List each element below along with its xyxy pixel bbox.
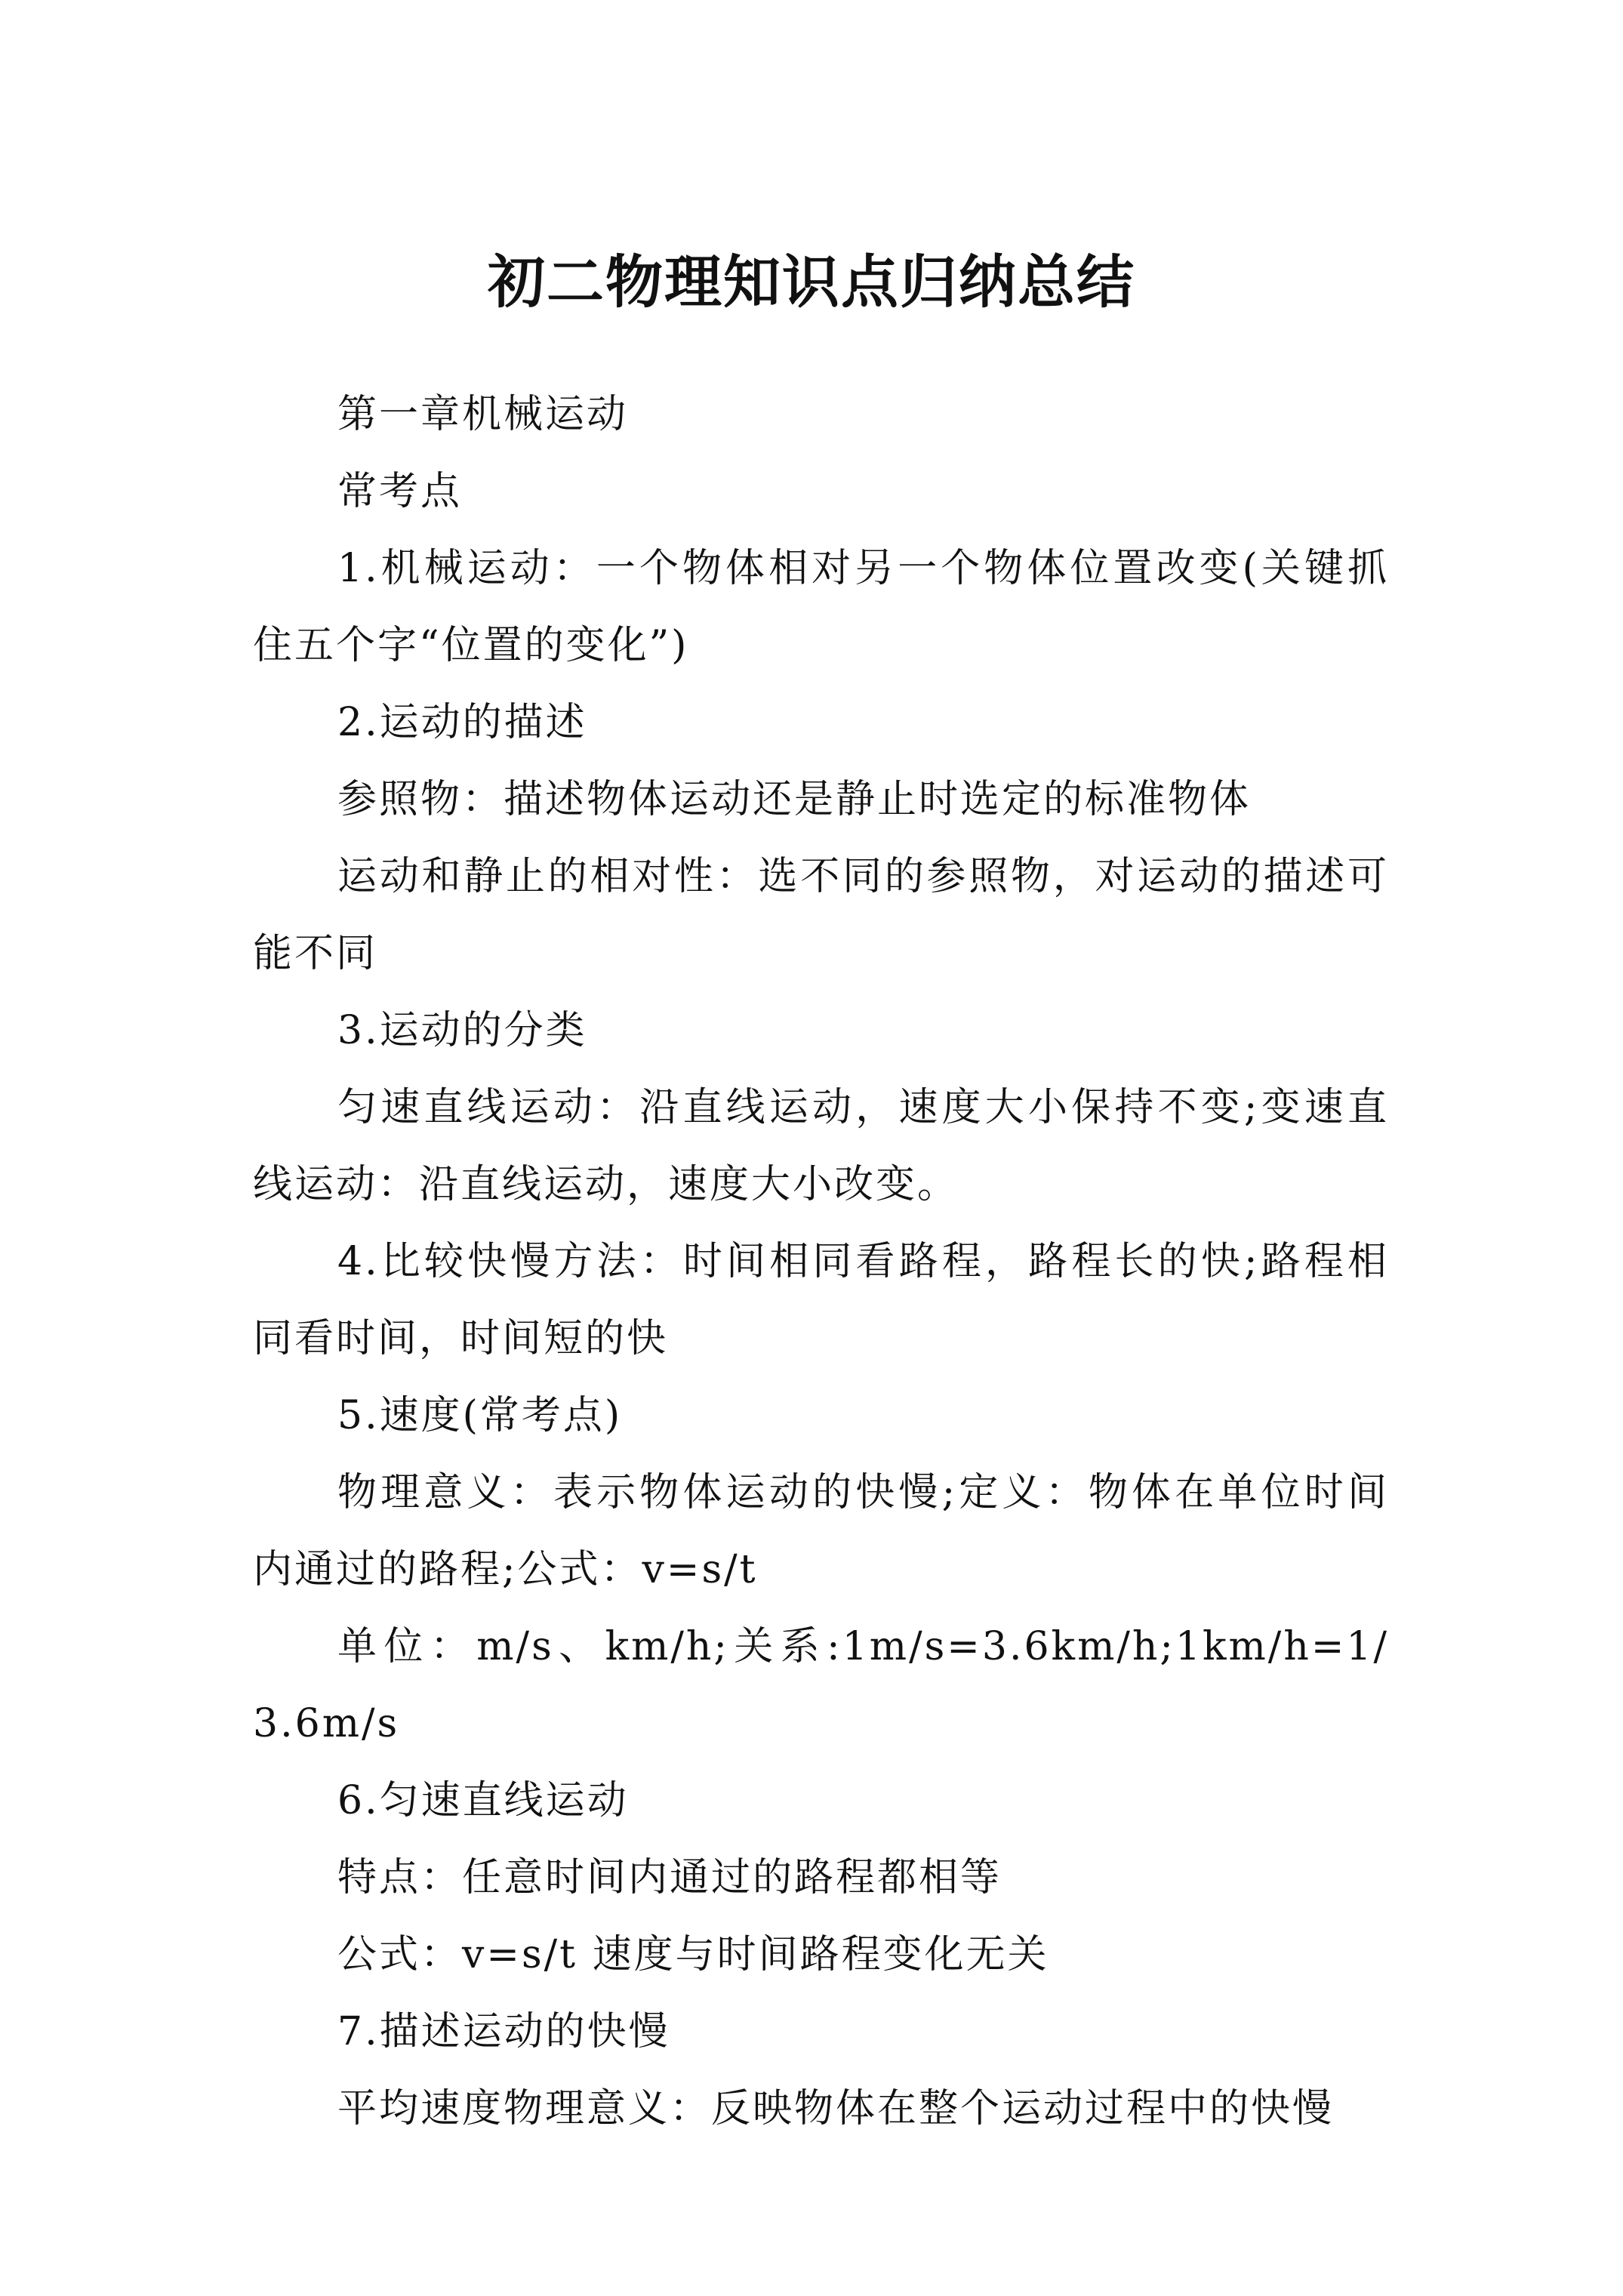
document-title: 初二物理知识点归纳总结 [488,248,1135,316]
paragraph: 物理意义：表示物体运动的快慢;定义：物体在单位时间内通过的路程;公式：v=s/t [253,1470,1389,1592]
paragraph: 1.机械运动：一个物体相对另一个物体位置改变(关键抓住五个字“位置的变化”) [253,546,1389,668]
paragraph: 公式：v=s/t 速度与时间路程变化无关 [337,1932,1049,1977]
paragraph: 4.比较快慢方法：时间相同看路程，路程长的快;路程相同看时间，时间短的快 [253,1239,1389,1361]
section-heading: 6.匀速直线运动 [337,1778,629,1823]
paragraph: 匀速直线运动：沿直线运动，速度大小保持不变;变速直线运动：沿直线运动，速度大小改变。 [253,1085,1389,1207]
paragraph: 特点：任意时间内通过的路程都相等 [337,1855,1002,1900]
paragraph: 单位：m/s、km/h;关系:1m/s=3.6km/h;1km/h=1/3.6m/s [253,1624,1389,1746]
section-heading: 5.速度(常考点) [337,1393,623,1438]
section-heading: 常考点 [337,469,463,514]
paragraph: 平均速度物理意义：反映物体在整个运动过程中的快慢 [337,2086,1335,2131]
section-heading: 2.运动的描述 [337,700,587,745]
paragraph: 参照物：描述物体运动还是静止时选定的标准物体 [337,777,1252,822]
chapter-heading: 第一章机械运动 [337,392,629,437]
section-heading: 3.运动的分类 [337,1008,587,1053]
paragraph: 运动和静止的相对性：选不同的参照物，对运动的描述可能不同 [253,854,1389,976]
section-heading: 7.描述运动的快慢 [337,2009,670,2054]
document-body [253,376,1389,2147]
